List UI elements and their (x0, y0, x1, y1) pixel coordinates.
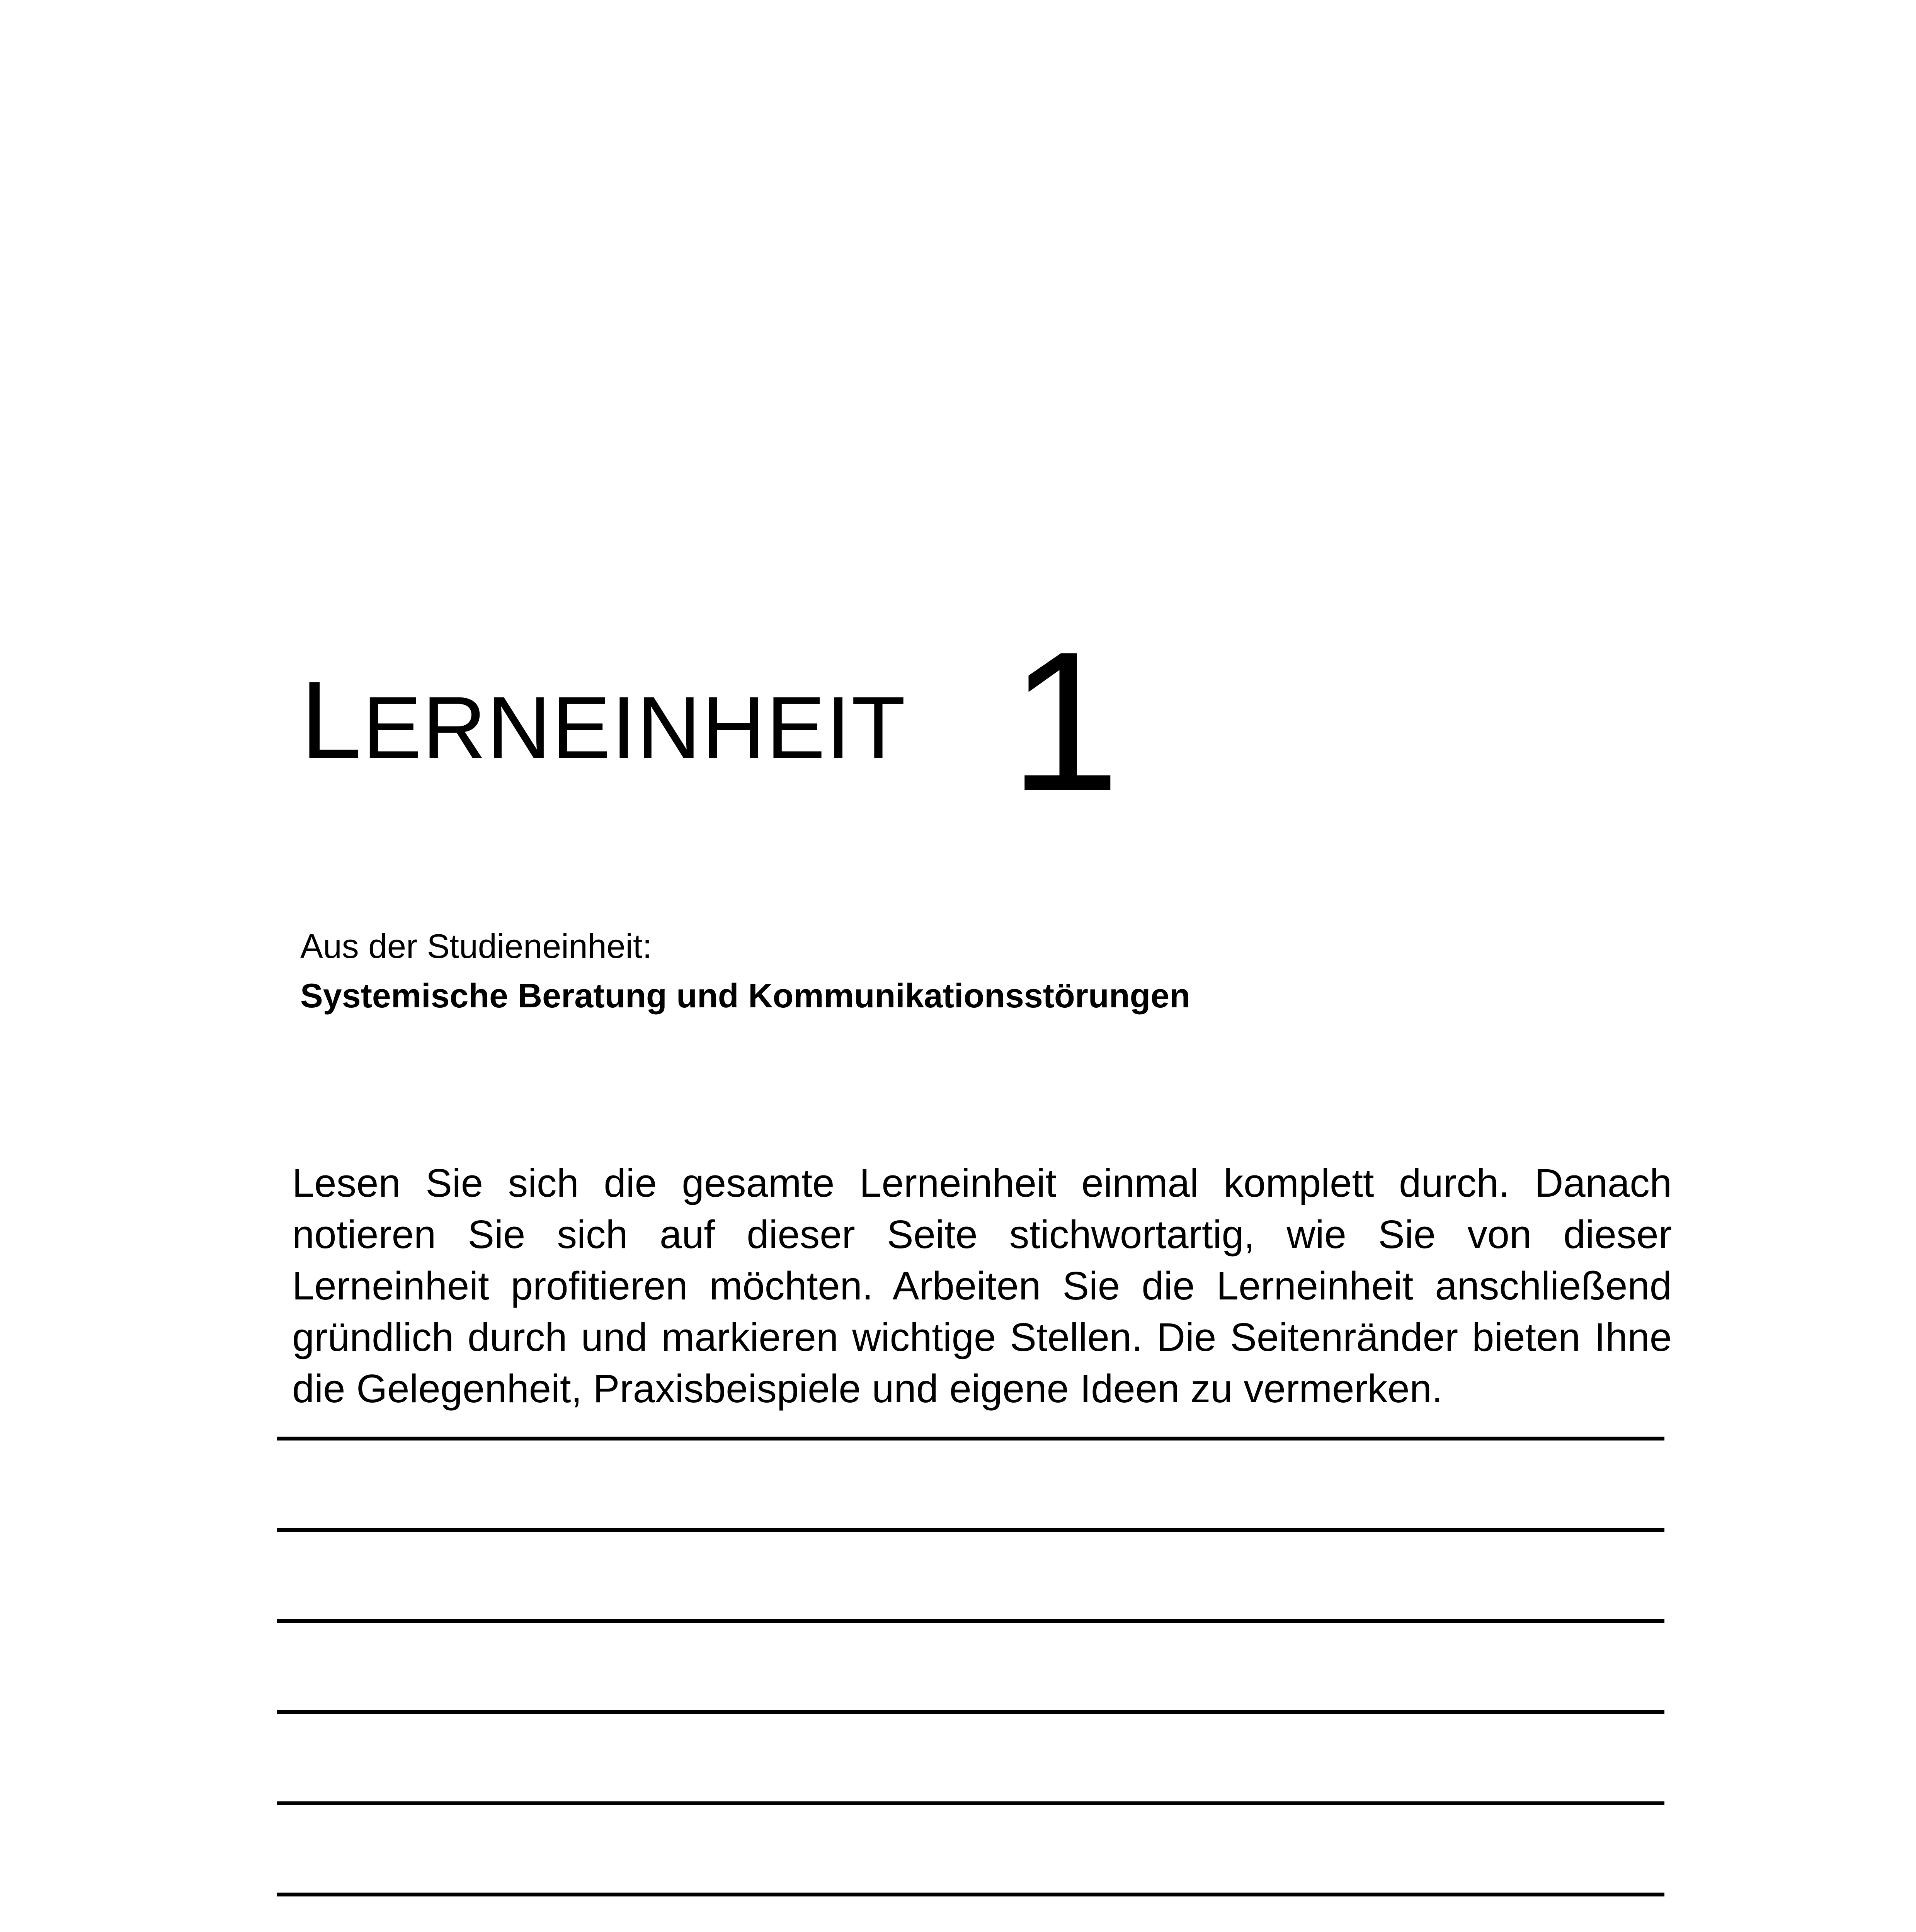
instructions-paragraph: Lesen Sie sich die gesamte Lerneinheit einmal komplett durch. Danach notieren Sie sich auf dieser Seite stichwortartig, wie Sie von dieser Lerneinheit profitieren möchten. Arbeiten Sie die Lerneinheit anschließend gründlich durch und markieren wichtige Stellen. Die Seitenränder bieten Ihne die Gelegenheit, Praxisbeispiele und eigene Ideen zu vermerken. (292, 1161, 1672, 1411)
unit-heading-number: 1 (1009, 611, 1120, 833)
unit-heading (300, 611, 1120, 833)
source-block (300, 922, 1190, 1020)
notes-area[interactable] (277, 1437, 1664, 1932)
note-line[interactable] (277, 1437, 1664, 1440)
unit-heading-word: LERNEINHEIT (300, 658, 906, 782)
note-line[interactable] (277, 1893, 1664, 1896)
note-line[interactable] (277, 1619, 1664, 1623)
note-line[interactable] (277, 1801, 1664, 1805)
note-line[interactable] (277, 1710, 1664, 1714)
note-line[interactable] (277, 1528, 1664, 1532)
course-title: Systemische Beratung und Kommunikationsstörungen (300, 976, 1190, 1015)
source-label: Aus der Studieneinheit: (300, 927, 652, 965)
